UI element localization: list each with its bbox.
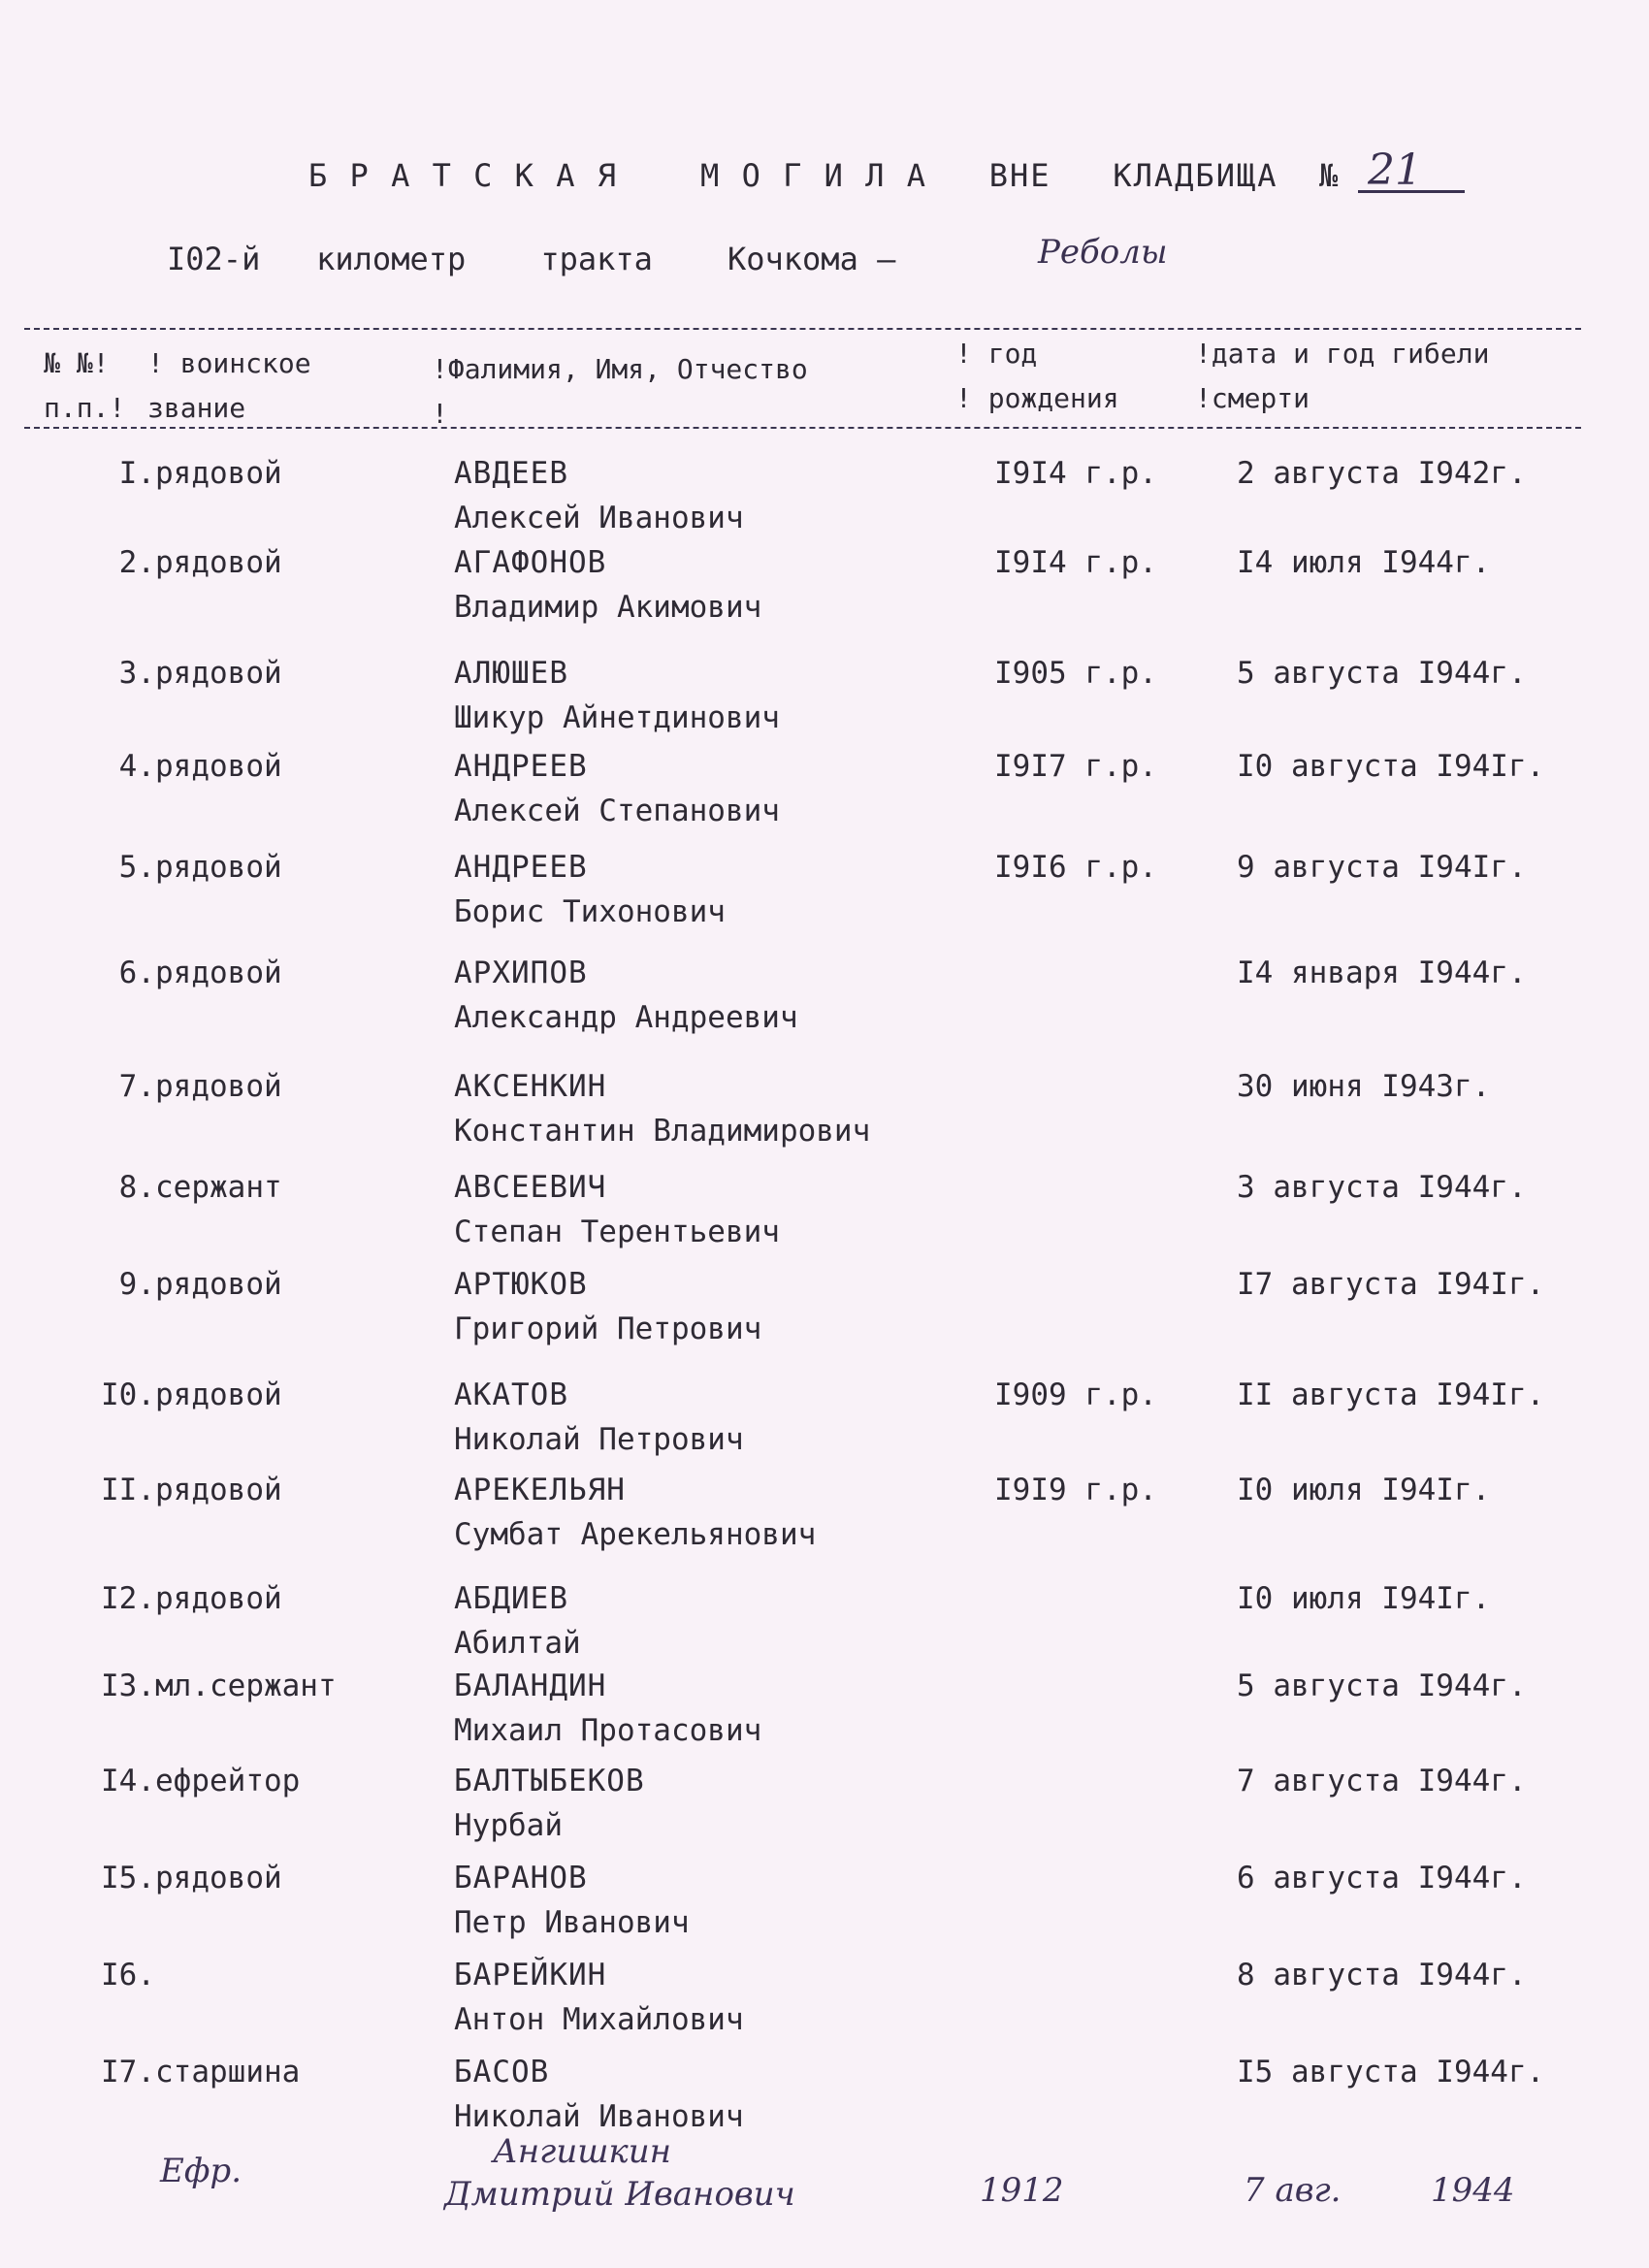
entry-number: I2.	[101, 1581, 155, 1616]
burial-row	[0, 1377, 1649, 1474]
surname: АКАТОВ	[454, 1377, 568, 1412]
given-names: Абилтай	[454, 1626, 581, 1661]
military-rank: старшина	[155, 2055, 301, 2090]
death-date: I0 июля I94Iг.	[1237, 1473, 1491, 1507]
entry-number: 3.	[118, 656, 155, 691]
burial-row	[0, 1581, 1649, 1678]
birth-year: I905 г.р.	[994, 656, 1157, 691]
handwritten-rank: Ефр.	[160, 2152, 242, 2190]
burial-row	[0, 1958, 1649, 2055]
death-date: I4 июля I944г.	[1237, 545, 1491, 580]
entry-number: I7.	[101, 2055, 155, 2090]
given-names: Петр Иванович	[454, 1905, 690, 1940]
death-date: 9 августа I94Iг.	[1237, 850, 1527, 885]
handwritten-surname: Ангишкин	[493, 2132, 672, 2171]
birth-year: I9I6 г.р.	[994, 850, 1157, 885]
death-date: I7 августа I94Iг.	[1237, 1267, 1545, 1302]
given-names: Михаил Протасович	[454, 1713, 762, 1748]
surname: БАСОВ	[454, 2055, 550, 2090]
handwritten-death-year: 1944	[1431, 2171, 1515, 2210]
grave-number-underline	[1358, 190, 1465, 193]
military-rank: ефрейтор	[155, 1764, 301, 1798]
military-rank: рядовой	[155, 456, 282, 491]
death-date: II августа I94Iг.	[1237, 1377, 1545, 1412]
military-rank: рядовой	[155, 850, 282, 885]
entry-number: 5.	[118, 850, 155, 885]
document-title: Б Р А Т С К А Я М О Г И Л А ВНЕ КЛАДБИЩА №	[308, 157, 1341, 194]
surname: БАЛАНДИН	[454, 1669, 607, 1703]
surname: БАРЕЙКИН	[454, 1958, 607, 1993]
burial-row	[0, 1069, 1649, 1166]
death-date: I5 августа I944г.	[1237, 2055, 1545, 2090]
given-names: Антон Михайлович	[454, 2002, 744, 2037]
death-date: I0 июля I94Iг.	[1237, 1581, 1491, 1616]
birth-year: I909 г.р.	[994, 1377, 1157, 1412]
burial-row	[0, 1170, 1649, 1267]
death-date: 8 августа I944г.	[1237, 1958, 1527, 1993]
entry-number: I6.	[101, 1958, 155, 1993]
death-date: 7 августа I944г.	[1237, 1764, 1527, 1798]
death-date: 30 июня I943г.	[1237, 1069, 1491, 1104]
military-rank: рядовой	[155, 1377, 282, 1412]
death-date: 6 августа I944г.	[1237, 1861, 1527, 1895]
military-rank: сержант	[155, 1170, 282, 1205]
handwritten-death-date: 7 авг.	[1244, 2171, 1342, 2210]
death-date: I0 августа I94Iг.	[1237, 749, 1545, 784]
grave-number: 21	[1368, 146, 1422, 195]
given-names: Николай Петрович	[454, 1422, 744, 1457]
death-date: I4 января I944г.	[1237, 956, 1527, 990]
handwritten-birth-year: 1912	[980, 2171, 1064, 2210]
surname: БАЛТЫБЕКОВ	[454, 1764, 645, 1798]
military-rank: рядовой	[155, 1069, 282, 1104]
military-rank: рядовой	[155, 656, 282, 691]
burial-row	[0, 1473, 1649, 1570]
military-rank: мл.сержант	[155, 1669, 337, 1703]
burial-row	[0, 1861, 1649, 1958]
surname: АБДИЕВ	[454, 1581, 568, 1616]
military-rank: рядовой	[155, 545, 282, 580]
surname: АГАФОНОВ	[454, 545, 607, 580]
location-subtitle: I02-й километр тракта Кочкома –	[167, 241, 896, 277]
burial-row	[0, 956, 1649, 1053]
death-date: 5 августа I944г.	[1237, 1669, 1527, 1703]
surname: АНДРЕЕВ	[454, 850, 588, 885]
surname: АНДРЕЕВ	[454, 749, 588, 784]
given-names: Нурбай	[454, 1808, 563, 1843]
given-names: Владимир Акимович	[454, 590, 762, 625]
military-rank: рядовой	[155, 1581, 282, 1616]
entry-number: 4.	[118, 749, 155, 784]
given-names: Николай Иванович	[454, 2099, 744, 2134]
given-names: Сумбат Арекельянович	[454, 1517, 817, 1552]
surname: АРХИПОВ	[454, 956, 588, 990]
entry-number: 8.	[118, 1170, 155, 1205]
surname: АЛЮШЕВ	[454, 656, 568, 691]
burial-row	[0, 1669, 1649, 1766]
military-rank: рядовой	[155, 1861, 282, 1895]
entry-number: II.	[101, 1473, 155, 1507]
entry-number: I5.	[101, 1861, 155, 1895]
burial-row	[0, 749, 1649, 846]
burial-row	[0, 2055, 1649, 2152]
header-bottom-rule	[24, 427, 1581, 429]
given-names: Алексей Иванович	[454, 501, 744, 535]
military-rank: рядовой	[155, 749, 282, 784]
given-names: Алексей Степанович	[454, 794, 780, 828]
birth-year: I9I9 г.р.	[994, 1473, 1157, 1507]
burial-row	[0, 850, 1649, 947]
entry-number: I0.	[101, 1377, 155, 1412]
col-birth-header: ! год ! рождения	[955, 338, 1119, 414]
entry-number: I4.	[101, 1764, 155, 1798]
entry-number: 9.	[118, 1267, 155, 1302]
given-names: Григорий Петрович	[454, 1312, 762, 1346]
surname: АВДЕЕВ	[454, 456, 568, 491]
col-death-header: !дата и год гибели !смерти	[1195, 338, 1490, 414]
entry-number: 7.	[118, 1069, 155, 1104]
surname: АКСЕНКИН	[454, 1069, 607, 1104]
death-date: 5 августа I944г.	[1237, 656, 1527, 691]
burial-row	[0, 1764, 1649, 1861]
handwritten-given-name: Дмитрий Иванович	[444, 2175, 795, 2214]
military-rank: рядовой	[155, 1473, 282, 1507]
entry-number: I3.	[101, 1669, 155, 1703]
birth-year: I9I4 г.р.	[994, 545, 1157, 580]
given-names: Шикур Айнетдинович	[454, 700, 780, 735]
birth-year: I9I7 г.р.	[994, 749, 1157, 784]
birth-year: I9I4 г.р.	[994, 456, 1157, 491]
surname: АВСЕЕВИЧ	[454, 1170, 607, 1205]
death-date: 2 августа I942г.	[1237, 456, 1527, 491]
entry-number: I.	[118, 456, 155, 491]
col-name-header: !Фалимия, Имя, Отчество !	[432, 353, 808, 430]
military-rank: рядовой	[155, 956, 282, 990]
header-top-rule	[24, 328, 1581, 330]
given-names: Александр Андреевич	[454, 1000, 798, 1035]
col-number-header: № №! п.п.!	[44, 347, 126, 424]
military-rank: рядовой	[155, 1267, 282, 1302]
surname: БАРАНОВ	[454, 1861, 588, 1895]
col-rank-header: ! воинское звание	[147, 347, 311, 424]
given-names: Степан Терентьевич	[454, 1215, 780, 1249]
burial-row	[0, 456, 1649, 553]
location-handwritten: Реболы	[1038, 233, 1168, 272]
burial-row	[0, 545, 1649, 642]
surname: АРЕКЕЛЬЯН	[454, 1473, 626, 1507]
surname: АРТЮКОВ	[454, 1267, 588, 1302]
burial-row	[0, 656, 1649, 753]
given-names: Борис Тихонович	[454, 894, 726, 929]
death-date: 3 августа I944г.	[1237, 1170, 1527, 1205]
given-names: Константин Владимирович	[454, 1114, 871, 1149]
burial-row	[0, 1267, 1649, 1364]
entry-number: 2.	[118, 545, 155, 580]
entry-number: 6.	[118, 956, 155, 990]
